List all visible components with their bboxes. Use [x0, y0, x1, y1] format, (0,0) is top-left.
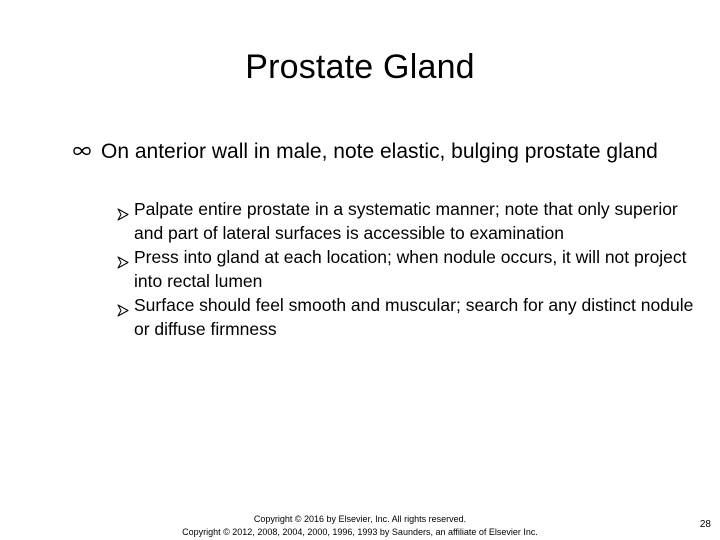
infinity-bullet-icon: [72, 144, 92, 158]
sub-bullet-item: [117, 245, 697, 293]
sub-bullet-text: Press into gland at each location; when nodule occurs, it will not project into rectal lumen: [134, 247, 687, 291]
arrow-bullet-icon: [117, 251, 129, 264]
page-number: 28: [699, 519, 711, 530]
copyright-line: Copyright © 2016 by Elsevier, Inc. All rights reserved.: [253, 514, 467, 524]
sub-bullet-item: [117, 197, 697, 245]
copyright-footer: [150, 513, 570, 539]
sub-bullet-list: [117, 197, 697, 341]
arrow-bullet-icon: [117, 299, 129, 312]
copyright-line: Copyright © 2012, 2008, 2004, 2000, 1996, 1993 by Saunders, an affiliate of Elsevier Inc.: [182, 527, 538, 537]
sub-bullet-text: Palpate entire prostate in a systematic manner; note that only superior and part of lateral surfaces is accessible to examination: [134, 199, 678, 243]
sub-bullet-item: [117, 293, 697, 341]
arrow-bullet-icon: [117, 203, 129, 216]
slide-title: Prostate Gland: [245, 48, 475, 86]
main-bullet-text: On anterior wall in male, note elastic, bulging prostate gland: [101, 140, 658, 163]
sub-bullet-text: Surface should feel smooth and muscular; search for any distinct nodule or diffuse firmness: [134, 295, 694, 339]
